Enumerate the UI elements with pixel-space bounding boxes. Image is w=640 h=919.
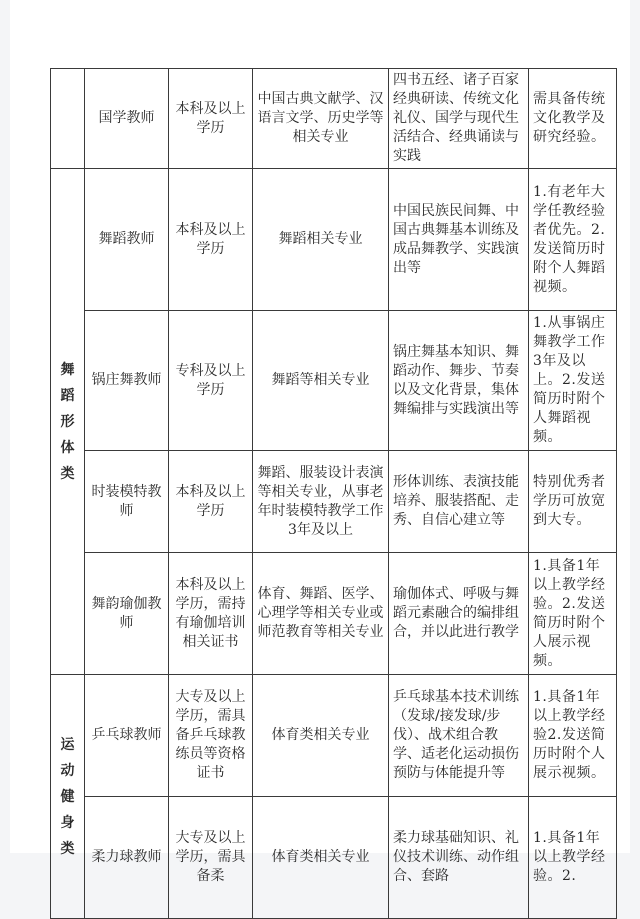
major-cell: 体育、舞蹈、医学、心理学等相关专业或师范教育等相关专业	[253, 553, 389, 675]
table-row	[51, 169, 617, 311]
major-cell: 舞蹈、服装设计表演等相关专业，从事老年时装模特教学工作3年及以上	[253, 451, 389, 553]
table-row	[51, 675, 617, 797]
major-cell: 舞蹈等相关专业	[253, 311, 389, 451]
requirement-cell: 1.有老年大学任教经验者优先。2.发送简历时附个人舞蹈视频。	[529, 169, 617, 311]
requirement-cell: 1.具备1年以上教学经验。2.	[529, 797, 617, 919]
content-cell: 柔力球基础知识、礼仪技术训练、动作组合、套路	[389, 797, 529, 919]
major-cell: 体育类相关专业	[253, 675, 389, 797]
position-cell: 锅庄舞教师	[85, 311, 169, 451]
requirement-cell: 1.从事锅庄舞教学工作3年及以上。2.发送简历时附个人舞蹈视频。	[529, 311, 617, 451]
requirement-cell: 1.具备1年以上教学经验。2.发送简历时附个人展示视频。	[529, 553, 617, 675]
position-cell: 乒乓球教师	[85, 675, 169, 797]
position-cell: 舞蹈教师	[85, 169, 169, 311]
education-cell: 大专及以上学历，需具备柔	[169, 797, 253, 919]
position-cell: 时装模特教师	[85, 451, 169, 553]
education-cell: 本科及以上学历，需持有瑜伽培训相关证书	[169, 553, 253, 675]
content-cell: 锅庄舞基本知识、舞蹈动作、舞步、节奏以及文化背景，集体舞编排与实践演出等	[389, 311, 529, 451]
requirement-cell: 特别优秀者学历可放宽到大专。	[529, 451, 617, 553]
education-cell: 专科及以上学历	[169, 311, 253, 451]
table-row	[51, 553, 617, 675]
category-cell-sports	[51, 675, 85, 919]
category-label: 舞蹈形体类	[60, 361, 75, 482]
requirement-cell: 需具备传统文化教学及研究经验。	[529, 69, 617, 169]
category-cell-dance	[51, 169, 85, 675]
education-cell: 大专及以上学历，需具备乒乓球教练员等资格证书	[169, 675, 253, 797]
education-cell: 本科及以上学历	[169, 69, 253, 169]
position-cell: 舞韵瑜伽教师	[85, 553, 169, 675]
content-cell: 乒乓球基本技术训练（发球/接发球/步伐）、战术组合教学、适老化运动损伤预防与体能提升等	[389, 675, 529, 797]
recruitment-table	[50, 68, 617, 919]
education-cell: 本科及以上学历	[169, 451, 253, 553]
major-cell: 舞蹈相关专业	[253, 169, 389, 311]
document-page	[10, 0, 630, 884]
category-cell-empty	[51, 69, 85, 169]
content-cell: 中国民族民间舞、中国古典舞基本训练及成品舞教学、实践演出等	[389, 169, 529, 311]
requirement-cell: 1.具备1年以上教学经验2.发送简历时附个人展示视频。	[529, 675, 617, 797]
position-cell: 国学教师	[85, 69, 169, 169]
content-cell: 四书五经、诸子百家经典研读、传统文化礼仪、国学与现代生活结合、经典诵读与实践	[389, 69, 529, 169]
content-cell: 瑜伽体式、呼吸与舞蹈元素融合的编排组合，并以此进行教学	[389, 553, 529, 675]
major-cell: 中国古典文献学、汉语言文学、历史学等相关专业	[253, 69, 389, 169]
table-row	[51, 311, 617, 451]
position-cell: 柔力球教师	[85, 797, 169, 919]
category-label: 运动健身类	[60, 736, 75, 857]
major-cell: 体育类相关专业	[253, 797, 389, 919]
table-row	[51, 69, 617, 169]
table-row	[51, 451, 617, 553]
education-cell: 本科及以上学历	[169, 169, 253, 311]
content-cell: 形体训练、表演技能培养、服装搭配、走秀、自信心建立等	[389, 451, 529, 553]
table-row	[51, 797, 617, 919]
